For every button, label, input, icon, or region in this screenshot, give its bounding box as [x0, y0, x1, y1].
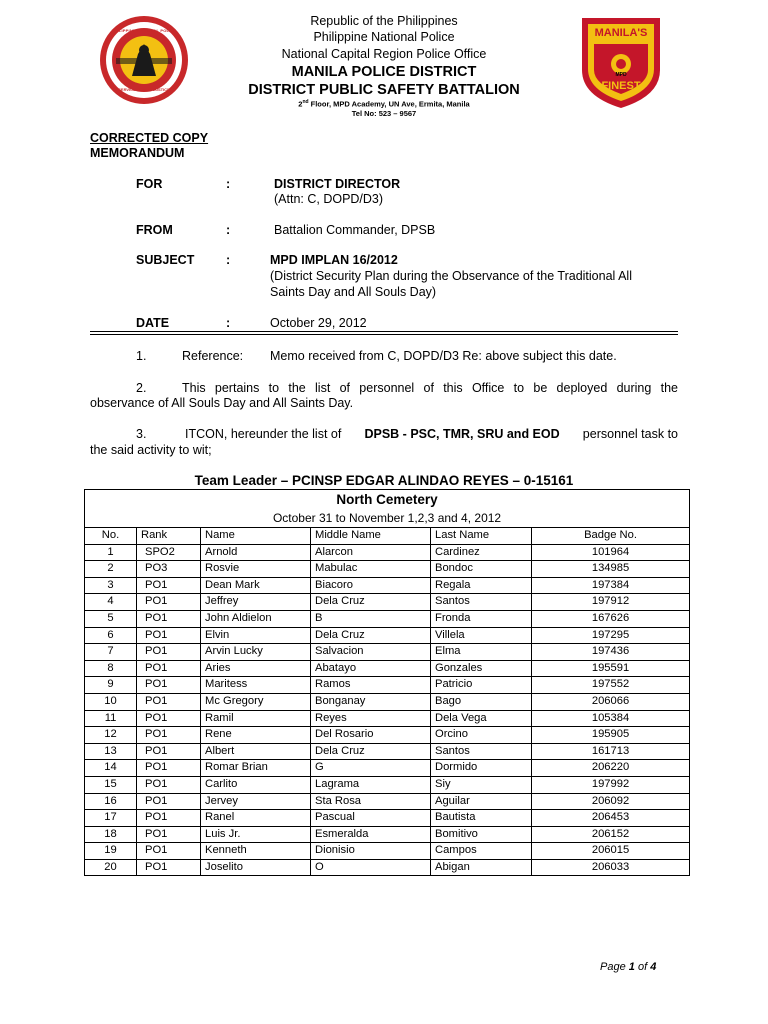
cell-badge-no: 206015: [532, 843, 690, 860]
table-row: [85, 793, 690, 810]
cell-badge-no: 195591: [532, 660, 690, 677]
cell-no: 12: [85, 727, 137, 744]
cell-badge-no: 101964: [532, 544, 690, 561]
cell-no: 15: [85, 776, 137, 793]
header-dpsb: DISTRICT PUBLIC SAFETY BATTALION: [248, 82, 520, 98]
table-row: [85, 644, 690, 661]
cell-rank: PO1: [137, 826, 201, 843]
cell-no: 9: [85, 677, 137, 694]
cell-no: 2: [85, 561, 137, 578]
memorandum-label: MEMORANDUM: [90, 146, 185, 160]
table-row: [85, 660, 690, 677]
cell-name: Albert: [201, 743, 311, 760]
header-mpd: MANILA POLICE DISTRICT: [291, 64, 477, 80]
date-label: DATE: [136, 316, 170, 330]
cell-rank: PO1: [137, 610, 201, 627]
cell-badge-no: 197552: [532, 677, 690, 694]
cell-middle-name: Ramos: [311, 677, 431, 694]
table-row: [85, 577, 690, 594]
cell-middle-name: Bonganay: [311, 693, 431, 710]
cell-no: 20: [85, 859, 137, 876]
cell-middle-name: Dionisio: [311, 843, 431, 860]
cell-middle-name: Biacoro: [311, 577, 431, 594]
header-pnp: Philippine National Police: [313, 30, 455, 44]
table-header-row: [85, 528, 690, 545]
cell-last-name: Orcino: [431, 727, 532, 744]
header-tel: Tel No: 523 – 9567: [351, 109, 417, 118]
date-colon: :: [226, 316, 231, 330]
table-row: [85, 561, 690, 578]
cell-last-name: Patricio: [431, 677, 532, 694]
table-row: [85, 693, 690, 710]
divider-rule-top: [90, 331, 678, 332]
cell-last-name: Gonzales: [431, 660, 532, 677]
cell-last-name: Campos: [431, 843, 532, 860]
cell-badge-no: 195905: [532, 727, 690, 744]
para-2-text: This pertains to the list of personnel of this Office to be deployed during the: [182, 381, 678, 395]
from-value: Battalion Commander, DPSB: [274, 223, 436, 237]
cell-badge-no: 197992: [532, 776, 690, 793]
cell-name: Kenneth: [201, 843, 311, 860]
cell-middle-name: Reyes: [311, 710, 431, 727]
cell-no: 1: [85, 544, 137, 561]
cell-badge-no: 161713: [532, 743, 690, 760]
para-3-post: personnel task to: [582, 427, 678, 441]
cell-rank: PO1: [137, 843, 201, 860]
badge-text-small: MPD: [615, 72, 627, 78]
cell-badge-no: 206220: [532, 760, 690, 777]
cell-middle-name: Sta Rosa: [311, 793, 431, 810]
para-3-number: 3.: [136, 427, 147, 441]
cell-name: Mc Gregory: [201, 693, 311, 710]
cell-last-name: Dela Vega: [431, 710, 532, 727]
cell-last-name: Aguilar: [431, 793, 532, 810]
cell-no: 10: [85, 693, 137, 710]
para-2-text-line-2: observance of All Souls Day and All Saints Day.: [90, 396, 354, 410]
cell-name: Dean Mark: [201, 577, 311, 594]
cell-badge-no: 167626: [532, 610, 690, 627]
cell-last-name: Villela: [431, 627, 532, 644]
cell-no: 16: [85, 793, 137, 810]
column-header: Rank: [137, 528, 201, 545]
para-3-pre: ITCON, hereunder the list of: [185, 427, 342, 441]
table-dates: October 31 to November 1,2,3 and 4, 2012: [85, 510, 690, 528]
cell-rank: PO1: [137, 644, 201, 661]
table-row: [85, 760, 690, 777]
cell-badge-no: 105384: [532, 710, 690, 727]
cell-name: Rosvie: [201, 561, 311, 578]
column-header: Badge No.: [532, 528, 690, 545]
cell-last-name: Bondoc: [431, 561, 532, 578]
table-row: [85, 859, 690, 876]
cell-name: Elvin: [201, 627, 311, 644]
cell-last-name: Fronda: [431, 610, 532, 627]
badge-text-bottom: FINEST: [601, 80, 641, 92]
subject-desc-2: Saints Day and All Souls Day): [270, 285, 437, 299]
cell-rank: PO1: [137, 677, 201, 694]
from-label: FROM: [136, 223, 173, 237]
team-leader-heading: Team Leader – PCINSP EDGAR ALINDAO REYES – 0-15161: [194, 473, 574, 488]
cell-middle-name: Del Rosario: [311, 727, 431, 744]
cell-name: Aries: [201, 660, 311, 677]
cell-no: 6: [85, 627, 137, 644]
table-row: [85, 743, 690, 760]
cell-middle-name: B: [311, 610, 431, 627]
para-1-text: Memo received from C, DOPD/D3 Re: above subject this date.: [270, 349, 617, 363]
cell-rank: PO1: [137, 577, 201, 594]
cell-name: Arvin Lucky: [201, 644, 311, 661]
cell-no: 13: [85, 743, 137, 760]
cell-rank: PO1: [137, 627, 201, 644]
table-title: North Cemetery: [85, 490, 690, 511]
cell-rank: PO1: [137, 760, 201, 777]
subject-desc-1: (District Security Plan during the Observance of the Traditional All: [270, 269, 632, 283]
cell-no: 14: [85, 760, 137, 777]
cell-badge-no: 206092: [532, 793, 690, 810]
cell-rank: PO1: [137, 743, 201, 760]
column-header: Last Name: [431, 528, 532, 545]
cell-badge-no: 206033: [532, 859, 690, 876]
cell-no: 18: [85, 826, 137, 843]
cell-name: Rene: [201, 727, 311, 744]
cell-rank: PO1: [137, 594, 201, 611]
header-address: 2nd Floor, MPD Academy, UN Ave, Ermita, Manila: [298, 99, 470, 109]
table-row: [85, 776, 690, 793]
cell-rank: PO1: [137, 810, 201, 827]
cell-name: Jeffrey: [201, 594, 311, 611]
cell-no: 11: [85, 710, 137, 727]
cell-no: 19: [85, 843, 137, 860]
column-header: Name: [201, 528, 311, 545]
cell-name: Maritess: [201, 677, 311, 694]
cell-rank: PO1: [137, 776, 201, 793]
cell-badge-no: 197384: [532, 577, 690, 594]
badge-text-top: MANILA'S: [594, 27, 648, 39]
cell-name: Carlito: [201, 776, 311, 793]
for-attn: (Attn: C, DOPD/D3): [274, 192, 384, 206]
header-republic: Republic of the Philippines: [310, 14, 458, 28]
cell-middle-name: Salvacion: [311, 644, 431, 661]
cell-badge-no: 206066: [532, 693, 690, 710]
table-row: [85, 810, 690, 827]
cell-middle-name: Lagrama: [311, 776, 431, 793]
subject-value: MPD IMPLAN 16/2012: [270, 253, 398, 267]
corrected-copy-label: CORRECTED COPY: [90, 131, 209, 145]
subject-label: SUBJECT: [136, 253, 195, 267]
cell-name: Arnold: [201, 544, 311, 561]
cell-no: 5: [85, 610, 137, 627]
from-colon: :: [226, 223, 231, 237]
table-row: [85, 710, 690, 727]
table-row: [85, 677, 690, 694]
cell-middle-name: Esmeralda: [311, 826, 431, 843]
date-value: October 29, 2012: [270, 316, 367, 330]
cell-middle-name: Dela Cruz: [311, 743, 431, 760]
cell-last-name: Santos: [431, 594, 532, 611]
cell-middle-name: O: [311, 859, 431, 876]
cell-middle-name: G: [311, 760, 431, 777]
para-3-units: DPSB - PSC, TMR, SRU and EOD: [364, 427, 560, 441]
cell-last-name: Siy: [431, 776, 532, 793]
cell-last-name: Bautista: [431, 810, 532, 827]
cell-middle-name: Dela Cruz: [311, 594, 431, 611]
cell-no: 3: [85, 577, 137, 594]
for-colon: :: [226, 177, 231, 191]
cell-name: Ranel: [201, 810, 311, 827]
for-value: DISTRICT DIRECTOR: [274, 177, 401, 191]
cell-name: Jervey: [201, 793, 311, 810]
for-label: FOR: [136, 177, 163, 191]
cell-rank: PO1: [137, 859, 201, 876]
cell-last-name: Elma: [431, 644, 532, 661]
cell-last-name: Dormido: [431, 760, 532, 777]
cell-rank: PO1: [137, 693, 201, 710]
table-row: [85, 544, 690, 561]
table-row: [85, 594, 690, 611]
cell-middle-name: Abatayo: [311, 660, 431, 677]
table-row: [85, 826, 690, 843]
table-row: [85, 727, 690, 744]
header-ncrpo: National Capital Region Police Office: [281, 47, 487, 61]
cell-badge-no: 197295: [532, 627, 690, 644]
cell-middle-name: Dela Cruz: [311, 627, 431, 644]
cell-name: Ramil: [201, 710, 311, 727]
cell-name: John Aldielon: [201, 610, 311, 627]
cell-rank: PO3: [137, 561, 201, 578]
cell-no: 4: [85, 594, 137, 611]
cell-name: Luis Jr.: [201, 826, 311, 843]
cell-middle-name: Mabulac: [311, 561, 431, 578]
cell-rank: PO1: [137, 793, 201, 810]
cell-last-name: Cardinez: [431, 544, 532, 561]
para-1-number: 1.: [136, 349, 147, 363]
cell-middle-name: Pascual: [311, 810, 431, 827]
divider-rule-bottom: [90, 334, 678, 335]
subject-colon: :: [226, 253, 231, 267]
cell-badge-no: 134985: [532, 561, 690, 578]
cell-rank: PO1: [137, 660, 201, 677]
cell-last-name: Santos: [431, 743, 532, 760]
cell-badge-no: 197912: [532, 594, 690, 611]
cell-no: 8: [85, 660, 137, 677]
para-3-text-line-2: the said activity to wit;: [90, 443, 212, 457]
cell-no: 7: [85, 644, 137, 661]
table-row: [85, 627, 690, 644]
cell-badge-no: 197436: [532, 644, 690, 661]
para-1-label: Reference:: [182, 349, 244, 363]
cell-name: Joselito: [201, 859, 311, 876]
column-header: Middle Name: [311, 528, 431, 545]
column-header: No.: [85, 528, 137, 545]
table-row: [85, 843, 690, 860]
cell-last-name: Regala: [431, 577, 532, 594]
para-3-line-1: [185, 427, 678, 441]
cell-name: Romar Brian: [201, 760, 311, 777]
cell-no: 17: [85, 810, 137, 827]
cell-rank: PO1: [137, 727, 201, 744]
cell-last-name: Bomitivo: [431, 826, 532, 843]
para-2-number: 2.: [136, 381, 147, 395]
cell-rank: PO1: [137, 710, 201, 727]
cell-badge-no: 206453: [532, 810, 690, 827]
cell-rank: SPO2: [137, 544, 201, 561]
pnp-seal-text-bottom: SERVICE HONOR JUSTICE: [118, 87, 170, 92]
cell-middle-name: Alarcon: [311, 544, 431, 561]
cell-last-name: Abigan: [431, 859, 532, 876]
cell-last-name: Bago: [431, 693, 532, 710]
pnp-seal-text-top: PHILIPPINE NATIONAL POLICE: [111, 28, 177, 33]
table-row: [85, 610, 690, 627]
cell-badge-no: 206152: [532, 826, 690, 843]
personnel-table: [84, 489, 690, 876]
page-number: Page 1 of 4: [600, 961, 657, 973]
